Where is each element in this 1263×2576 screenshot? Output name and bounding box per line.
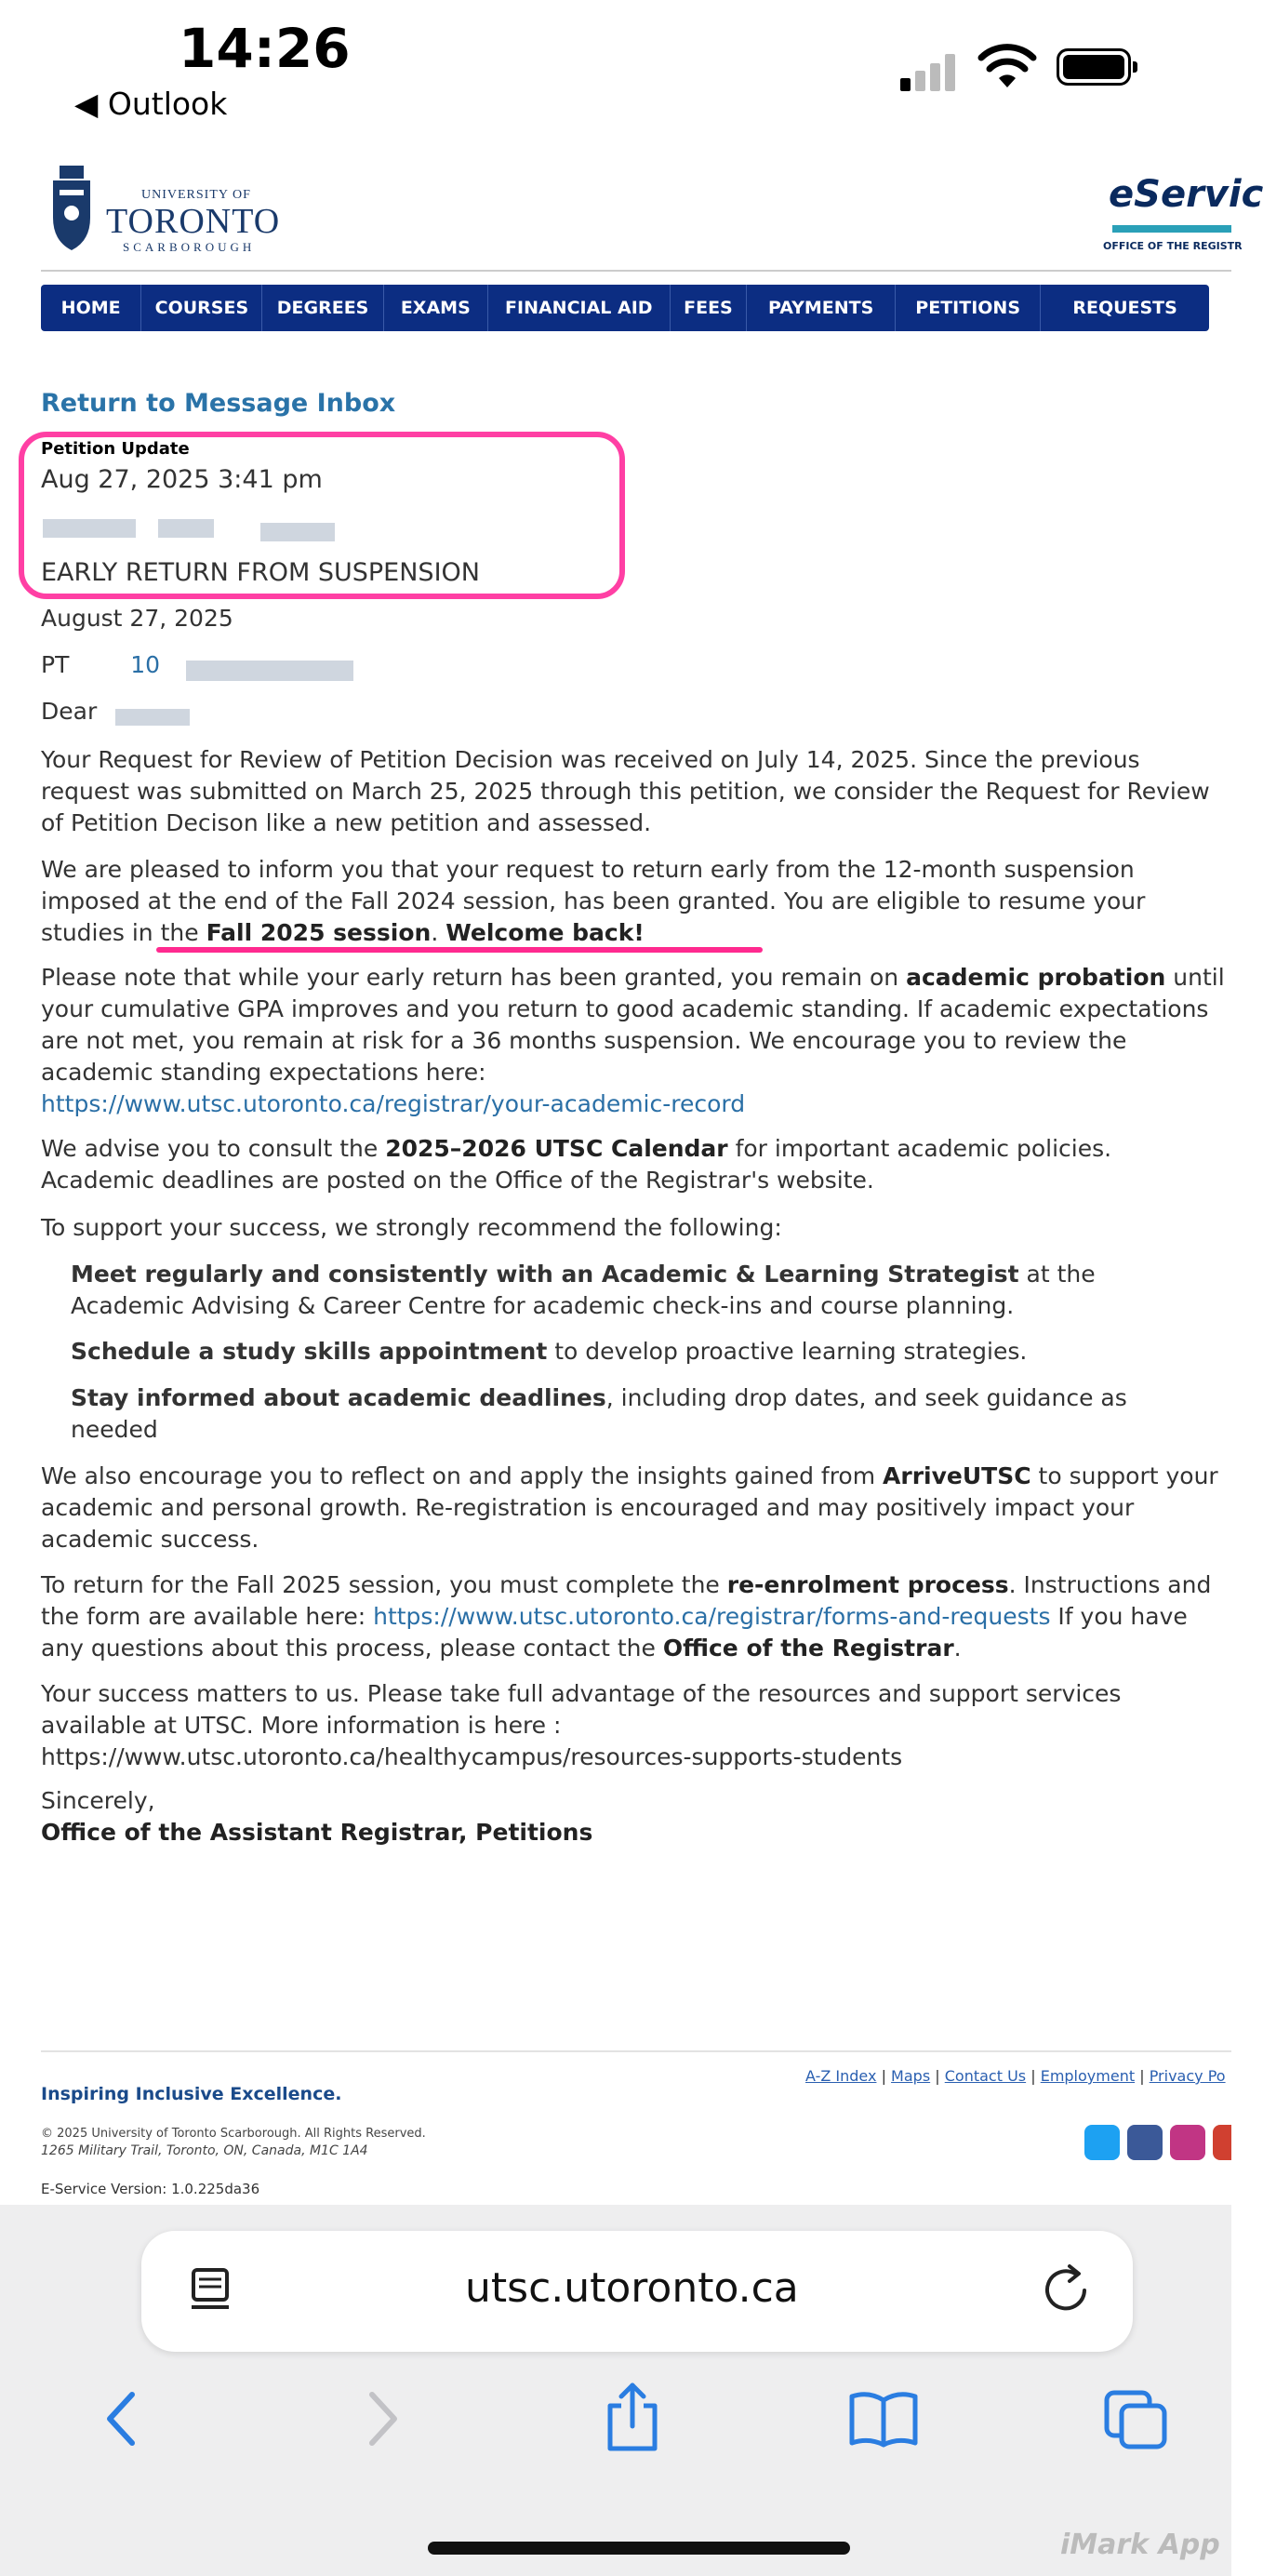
- li1-text: at the Academic Advising & Career Centre for academic check-ins and course planning.: [71, 1261, 1096, 1319]
- p3-text-2: until your cumulative GPA improves and you return to good academic standing. If academic expectations are not met, you remain at risk for a 36 months suspension. We encourage you to review the academic standing expectations here:: [41, 964, 1225, 1086]
- p6-bold: ArriveUTSC: [883, 1462, 1031, 1489]
- uoft-scarborough-logo[interactable]: [48, 160, 281, 260]
- facebook-icon[interactable]: [1127, 2125, 1163, 2160]
- list-item: [71, 1382, 1215, 1446]
- paragraph-8: [41, 1678, 1228, 1773]
- list-item: [71, 1259, 1215, 1322]
- footer-separator: |: [935, 2067, 940, 2085]
- nav-degrees[interactable]: DEGREES: [262, 285, 383, 331]
- eservice-accent-bar: [1112, 225, 1231, 233]
- p2-bold-session: Fall 2025 session: [206, 919, 432, 946]
- pt-line: [41, 651, 160, 678]
- p2-text: We are pleased to inform you that your request to return early from the 12-month suspension imposed at the end of the Fall 2024 session, has been granted. You are eligible to resume your studies in the: [41, 856, 1146, 946]
- redacted-block: [186, 661, 353, 681]
- message-label: Petition Update: [41, 439, 190, 459]
- p8-text: Your success matters to us. Please take full advantage of the resources and support services available at UTSC. More information is here :: [41, 1680, 1122, 1739]
- reload-icon[interactable]: [1042, 2262, 1094, 2316]
- footer-divider: [41, 2050, 1231, 2052]
- nav-petitions[interactable]: PETITIONS: [896, 285, 1041, 331]
- paragraph-3: [41, 962, 1228, 1120]
- nav-exams[interactable]: EXAMS: [384, 285, 488, 331]
- back-to-app-link[interactable]: ◀ Outlook: [74, 86, 228, 122]
- nav-requests[interactable]: REQUESTS: [1072, 298, 1177, 318]
- p6-text-2: to support your academic and personal growth. Re-registration is encouraged and may positively impact your academic success.: [41, 1462, 1218, 1553]
- twitter-icon[interactable]: [1084, 2125, 1120, 2160]
- nav-payments[interactable]: PAYMENTS: [747, 285, 896, 331]
- salutation: Dear: [41, 698, 98, 725]
- li3-text: , including drop dates, and seek guidance as needed: [71, 1384, 1127, 1443]
- footer-link-privacy[interactable]: Privacy Po: [1149, 2067, 1226, 2085]
- footer-separator: |: [881, 2067, 886, 2085]
- p7-text-3: If you have any questions about this process, please contact the: [41, 1603, 1188, 1662]
- sincerely: Sincerely,: [41, 1787, 155, 1814]
- nav-courses[interactable]: COURSES: [141, 285, 262, 331]
- logo-line-1: UNIVERSITY OF: [141, 188, 251, 202]
- main-nav: [41, 285, 1209, 331]
- p7-period: .: [953, 1635, 962, 1662]
- paragraph-1: Your Request for Review of Petition Decision was received on July 14, 2025. Since the previous request was submitted on March 25, 2025 through this petition, we consider the Request for Review of Petition Decison like a new petition and assessed.: [41, 746, 1210, 836]
- header-divider: [41, 270, 1231, 272]
- crest-icon: [48, 162, 95, 253]
- message-date: August 27, 2025: [41, 605, 233, 632]
- p7-bold: re-enrolment process: [726, 1571, 1009, 1598]
- p7-text: To return for the Fall 2025 session, you must complete the: [41, 1571, 727, 1598]
- footer-link-contact[interactable]: Contact Us: [944, 2067, 1027, 2085]
- li2-bold: Schedule a study skills appointment: [71, 1338, 548, 1365]
- p4-text-2: for important academic policies. Academic deadlines are posted on the Office of the Registrar's website.: [41, 1135, 1112, 1194]
- wifi-icon: [978, 43, 1036, 91]
- paragraph-7: [41, 1569, 1228, 1664]
- forms-and-requests-link[interactable]: https://www.utsc.utoronto.ca/registrar/forms-and-requests: [373, 1603, 1051, 1630]
- highlight-annotation: [19, 432, 625, 599]
- eservice-subtitle: OFFICE OF THE REGISTR: [1103, 240, 1243, 252]
- logo-line-2: TORONTO: [106, 202, 281, 241]
- p3-text: Please note that while your early return has been granted, you remain on: [41, 964, 907, 991]
- paragraph-4: [41, 1133, 1228, 1196]
- pt-prefix: PT: [41, 651, 70, 678]
- footer-link-az-index[interactable]: A-Z Index: [805, 2067, 877, 2085]
- battery-icon: [1057, 48, 1131, 86]
- underline-annotation: [156, 947, 763, 953]
- li2-text: to develop proactive learning strategies.: [547, 1338, 1028, 1365]
- p2-bold-welcome: Welcome back!: [445, 919, 645, 946]
- footer-separator: |: [1139, 2067, 1145, 2085]
- reader-mode-icon[interactable]: [190, 2266, 231, 2313]
- footer-link-employment[interactable]: Employment: [1040, 2067, 1136, 2085]
- forward-icon[interactable]: [365, 2389, 402, 2449]
- paragraph-5: To support your success, we strongly recommend the following:: [41, 1214, 782, 1241]
- address-bar-url[interactable]: utsc.utoronto.ca: [465, 2264, 799, 2312]
- home-indicator[interactable]: [428, 2542, 850, 2555]
- footer-separator: |: [1030, 2067, 1036, 2085]
- status-time: 14:26: [179, 17, 351, 80]
- instagram-icon[interactable]: [1170, 2125, 1205, 2160]
- redacted-block: [115, 709, 190, 726]
- li1-bold: Meet regularly and consistently with an Academic & Learning Strategist: [71, 1261, 1019, 1288]
- back-icon[interactable]: [102, 2389, 140, 2449]
- footer-tagline: Inspiring Inclusive Excellence.: [41, 2084, 342, 2104]
- watermark-app-label: iMark App: [1060, 2529, 1220, 2561]
- li3-bold: Stay informed about academic deadlines: [71, 1384, 606, 1411]
- p7-text-2: . Instructions and the form are available here:: [41, 1571, 1212, 1630]
- bookmarks-icon[interactable]: [848, 2389, 919, 2449]
- pt-value: 10: [130, 651, 161, 678]
- p2-sep: .: [431, 919, 446, 946]
- message-datetime: Aug 27, 2025 3:41 pm: [41, 465, 323, 494]
- p6-text: We also encourage you to reflect on and apply the insights gained from: [41, 1462, 884, 1489]
- nav-financial-aid[interactable]: FINANCIAL AID: [488, 285, 671, 331]
- paragraph-2: [41, 854, 1228, 949]
- eservice-title: eServic: [1109, 173, 1263, 216]
- list-item: [71, 1336, 1215, 1368]
- healthy-campus-url: https://www.utsc.utoronto.ca/healthycampus/resources-supports-students: [41, 1743, 903, 1770]
- logo-line-3: SCARBOROUGH: [123, 240, 256, 254]
- p4-bold: 2025–2026 UTSC Calendar: [385, 1135, 728, 1162]
- social-icon[interactable]: [1213, 2125, 1231, 2160]
- footer-link-maps[interactable]: Maps: [891, 2067, 931, 2085]
- cellular-signal-icon: [900, 50, 956, 91]
- academic-record-link[interactable]: https://www.utsc.utoronto.ca/registrar/your-academic-record: [41, 1090, 746, 1117]
- message-subject: EARLY RETURN FROM SUSPENSION: [41, 558, 480, 587]
- eservice-logo[interactable]: [1103, 167, 1263, 260]
- footer-links: [805, 2067, 1226, 2085]
- p3-bold: academic probation: [906, 964, 1166, 991]
- return-to-inbox-link[interactable]: Return to Message Inbox: [41, 389, 396, 418]
- status-bar: [0, 0, 1231, 140]
- tabs-icon[interactable]: [1103, 2389, 1170, 2450]
- footer-copyright: © 2025 University of Toronto Scarborough. All Rights Reserved.: [41, 2127, 426, 2141]
- paragraph-6: [41, 1461, 1228, 1555]
- p4-text: We advise you to consult the: [41, 1135, 386, 1162]
- p7-bold-registrar: Office of the Registrar: [662, 1635, 954, 1662]
- nav-fees[interactable]: FEES: [671, 285, 747, 331]
- eservice-version: E-Service Version: 1.0.225da36: [41, 2181, 260, 2197]
- signature: Office of the Assistant Registrar, Petitions: [41, 1819, 593, 1846]
- share-icon[interactable]: [603, 2382, 662, 2452]
- nav-home[interactable]: HOME: [41, 285, 141, 331]
- footer-address: 1265 Military Trail, Toronto, ON, Canada, M1C 1A4: [41, 2143, 368, 2158]
